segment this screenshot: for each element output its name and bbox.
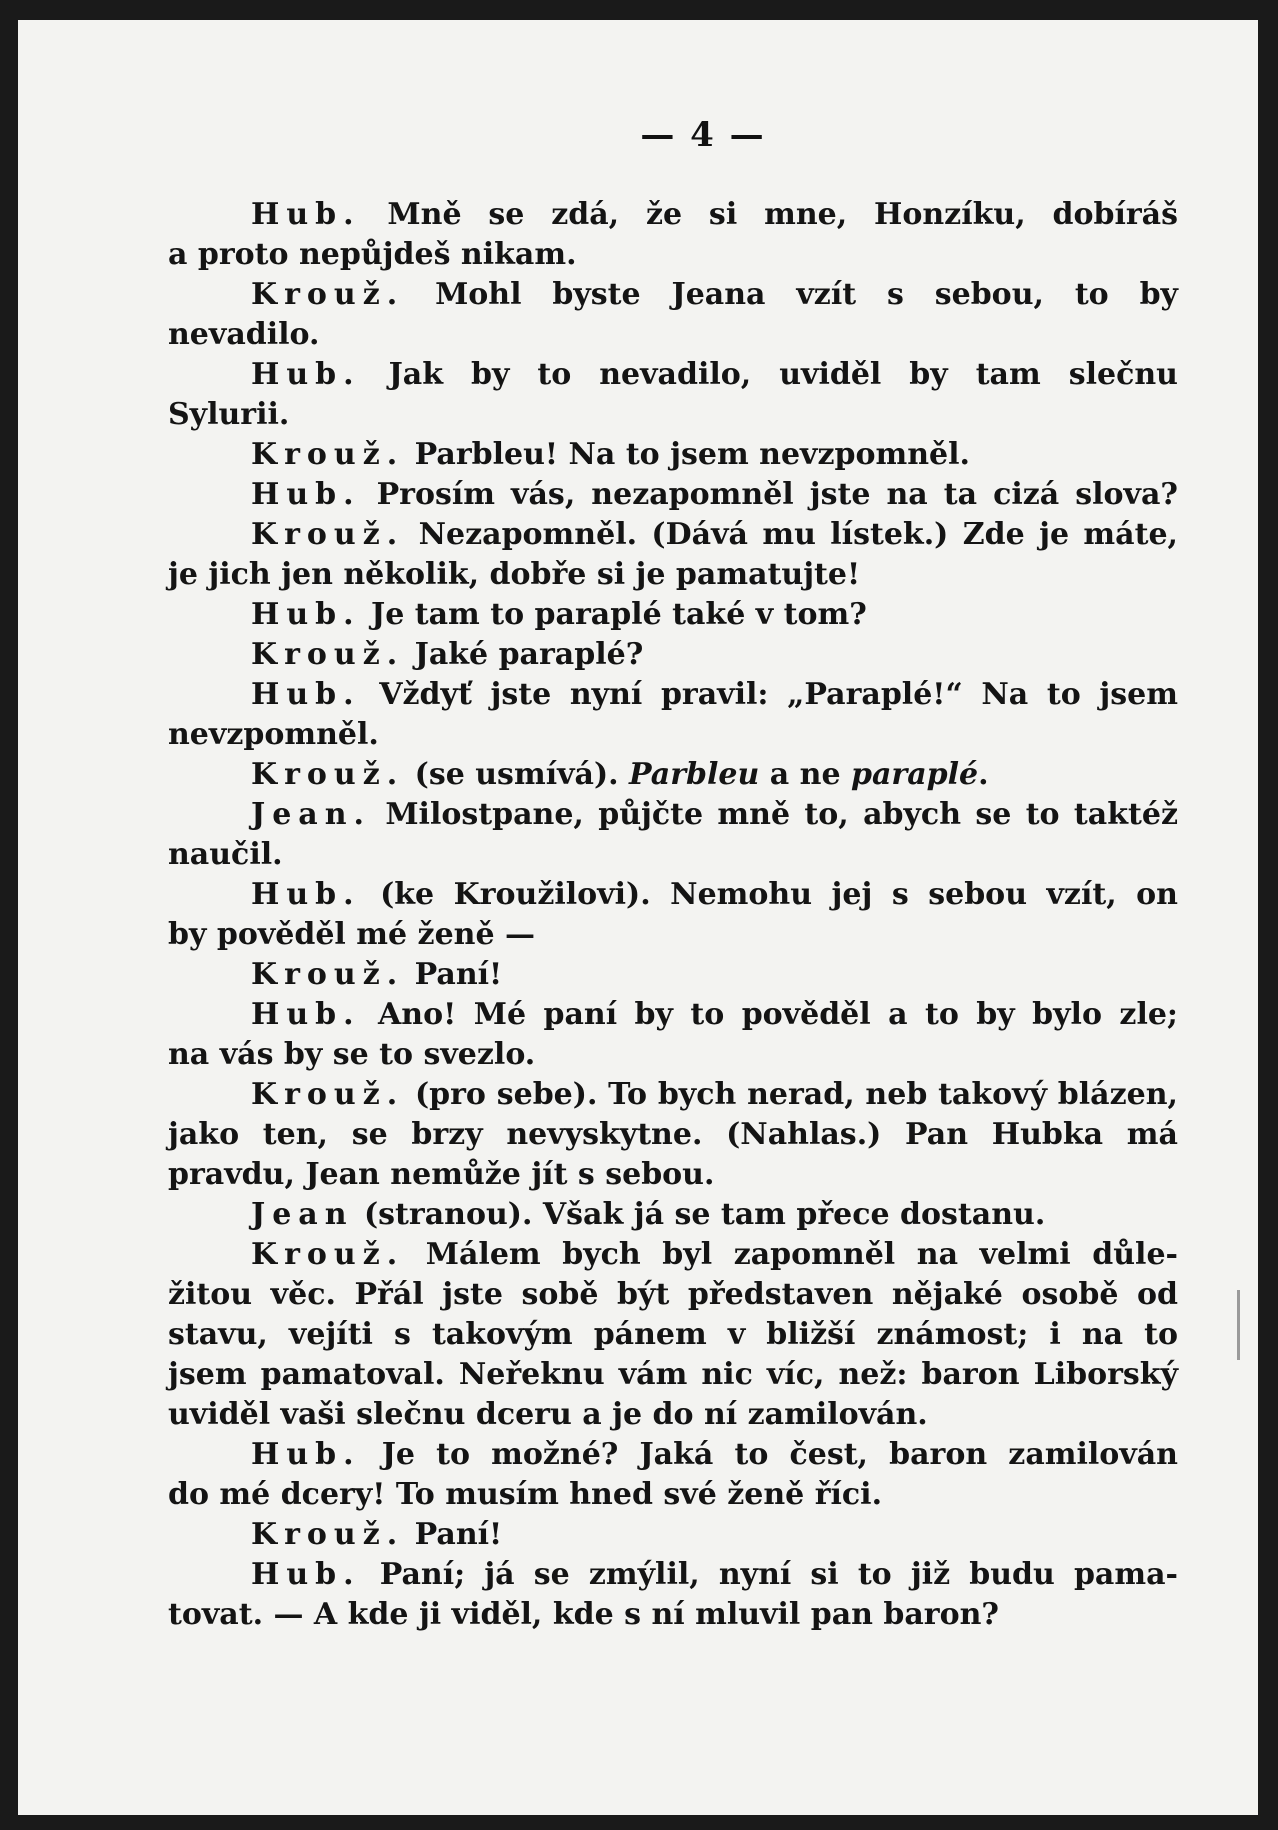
text-line [168,1235,1178,1275]
line-text: . [978,757,989,792]
text-line [168,1315,1178,1355]
line-text: nevadilo. [168,317,320,352]
line-text: stavu, vejíti s takovým pánem v bližší známost; i na to [168,1317,1178,1352]
italic-text: paraplé [851,757,979,792]
line-text: naučil. [168,837,283,872]
line-text: do mé dcery! To musím hned své ženě říci. [168,1477,883,1512]
line-text: Paní! [404,957,503,992]
text-line [168,1195,1178,1235]
text-line [168,715,1178,755]
speaker-name: Krouž. [251,757,405,792]
line-text: a ne [759,757,851,792]
line-text: (stranou). Však já se tam přece dostanu. [353,1197,1046,1232]
text-line [168,1155,1178,1195]
text-line [168,1555,1178,1595]
text-line [168,1395,1178,1435]
line-text: jsem pamatoval. Neřeknu vám nic víc, než: baron Liborský [168,1357,1178,1392]
line-text: Vždyť jste nyní pravil: „Paraplé!“ Na to jsem [360,677,1178,712]
text-line [168,1515,1178,1555]
text-line [168,675,1178,715]
line-text: Paní; já se zmýlil, nyní si to již budu pama- [360,1557,1178,1592]
line-text: Ano! Mé paní by to pověděl a to by bylo zle; [360,997,1178,1032]
speaker-name: Krouž. [251,1237,405,1272]
text-line [168,235,1178,275]
speaker-name: Krouž. [251,517,405,552]
text-line [168,835,1178,875]
speaker-name: Hub. [251,997,361,1032]
book-page [18,20,1258,1815]
line-text: (pro sebe). To bych nerad, neb takový blázen, [404,1077,1178,1112]
text-line [168,635,1178,675]
line-text: Paní! [404,1517,503,1552]
text-line [168,595,1178,635]
text-line [168,1075,1178,1115]
text-line [168,195,1178,235]
speaker-name: Jean. [251,797,371,832]
line-text: by pověděl mé ženě — [168,917,536,952]
speaker-name: Hub. [251,877,361,912]
line-text: Parbleu! Na to jsem nevzpomněl. [404,437,970,472]
line-text: uviděl vaši slečnu dceru a je do ní zamilován. [168,1397,928,1432]
text-line [168,1035,1178,1075]
line-text: Mně se zdá, že si mne, Honzíku, dobíráš [360,197,1178,232]
text-line [168,1435,1178,1475]
text-line [168,1475,1178,1515]
line-text: Nezapomněl. (Dává mu lístek.) Zde je máte, [404,517,1178,552]
text-line [168,555,1178,595]
line-text: (se usmívá). [404,757,630,792]
line-text: Prosím vás, nezapomněl jste na ta cizá slova? [360,477,1178,512]
text-line [168,995,1178,1035]
speaker-name: Krouž. [251,437,405,472]
speaker-name: Hub. [251,357,361,392]
line-text: Sylurii. [168,397,290,432]
speaker-name: Krouž. [251,277,405,312]
speaker-name: Hub. [251,477,361,512]
text-line [168,755,1178,795]
text-line [168,955,1178,995]
dialogue-text [168,195,1178,1635]
text-line [168,435,1178,475]
speaker-name: Krouž. [251,637,405,672]
speaker-name: Krouž. [251,1517,405,1552]
line-text: Jaké paraplé? [404,637,644,672]
speaker-name: Krouž. [251,1077,405,1112]
speaker-name: Hub. [251,677,361,712]
text-line [168,355,1178,395]
scan-edge-mark [1237,1290,1240,1360]
line-text: Milostpane, půjčte mně to, abych se to taktéž [370,797,1178,832]
line-text: Je tam to paraplé také v tom? [360,597,867,632]
text-line [168,315,1178,355]
text-line [168,915,1178,955]
text-line [168,875,1178,915]
line-text: a proto nepůjdeš nikam. [168,237,577,272]
text-line [168,1115,1178,1155]
line-text: Je to možné? Jaká to čest, baron zamilován [360,1437,1178,1472]
text-line [168,1595,1178,1635]
text-line [168,1275,1178,1315]
text-line [168,795,1178,835]
text-line [168,475,1178,515]
line-text: jako ten, se brzy nevyskytne. (Nahlas.) Pan Hubka má [168,1117,1178,1152]
line-text: nevzpomněl. [168,717,379,752]
line-text: žitou věc. Přál jste sobě být představen nějaké osobě od [168,1277,1178,1312]
page-number: — 4 — [640,115,766,155]
speaker-name: Hub. [251,1437,361,1472]
line-text: Jak by to nevadilo, uviděl by tam slečnu [360,357,1178,392]
line-text: Mohl byste Jeana vzít s sebou, to by [404,277,1178,312]
speaker-name: Hub. [251,597,361,632]
line-text: (ke Kroužilovi). Nemohu jej s sebou vzít, on [360,877,1178,912]
text-line [168,515,1178,555]
speaker-name: Jean [251,1197,354,1232]
speaker-name: Hub. [251,197,361,232]
italic-text: Parbleu [629,757,760,792]
text-line [168,1355,1178,1395]
text-line [168,395,1178,435]
line-text: je jich jen několik, dobře si je pamatujte! [168,557,861,592]
text-line [168,275,1178,315]
speaker-name: Krouž. [251,957,405,992]
line-text: na vás by se to svezlo. [168,1037,536,1072]
line-text: pravdu, Jean nemůže jít s sebou. [168,1157,715,1192]
line-text: Málem bych byl zapomněl na velmi důle- [404,1237,1178,1272]
speaker-name: Hub. [251,1557,361,1592]
line-text: tovat. — A kde ji viděl, kde s ní mluvil pan baron? [168,1597,1000,1632]
